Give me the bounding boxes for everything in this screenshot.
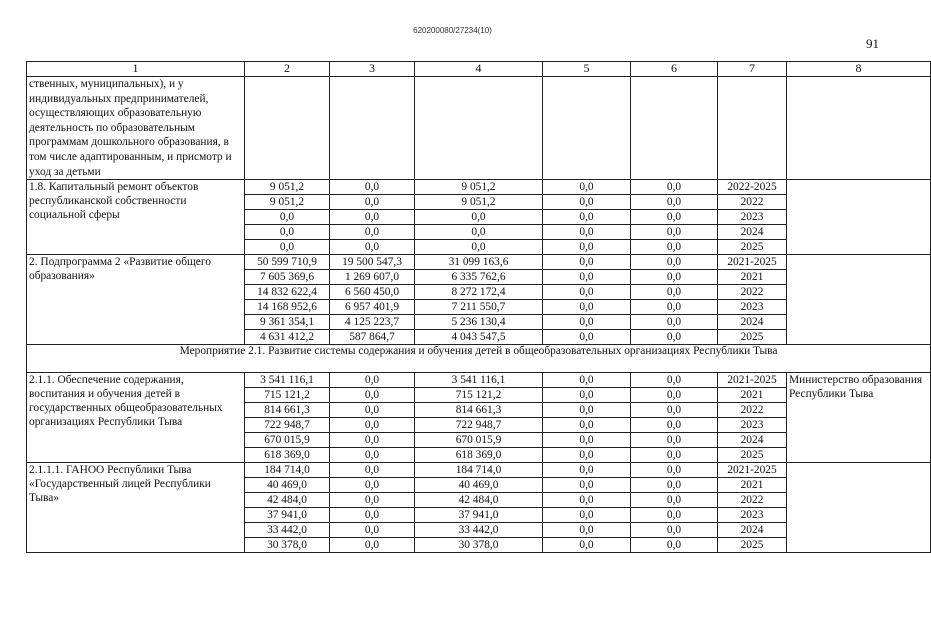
period-cell: 2025 [718,330,787,345]
amount-cell: 0,0 [543,225,631,240]
amount-cell: 0,0 [330,373,415,388]
amount-cell: 0,0 [631,255,718,270]
continuation-row [27,77,931,180]
amount-cell: 0,0 [631,493,718,508]
amount-cell: 715 121,2 [415,388,543,403]
amount-cell: 0,0 [631,433,718,448]
amount-cell: 715 121,2 [245,388,330,403]
amount-cell: 5 236 130,4 [415,315,543,330]
amount-cell: 9 361 354,1 [245,315,330,330]
amount-cell: 0,0 [631,225,718,240]
amount-cell: 0,0 [543,195,631,210]
amount-cell: 0,0 [543,373,631,388]
period-cell: 2023 [718,300,787,315]
period-cell: 2023 [718,508,787,523]
amount-cell: 9 051,2 [245,180,330,195]
column-header: 2 [245,62,330,77]
period-cell: 2024 [718,225,787,240]
amount-cell: 0,0 [543,285,631,300]
amount-cell: 4 631 412,2 [245,330,330,345]
amount-cell: 0,0 [330,538,415,553]
budget-table [26,61,931,553]
amount-cell: 0,0 [330,225,415,240]
amount-cell: 0,0 [330,463,415,478]
amount-cell: 9 051,2 [415,195,543,210]
period-cell: 2023 [718,418,787,433]
executor-cell [787,463,931,553]
amount-cell: 7 211 550,7 [415,300,543,315]
period-cell: 2021 [718,270,787,285]
amount-cell: 0,0 [543,210,631,225]
amount-cell: 0,0 [631,315,718,330]
period-cell: 2024 [718,523,787,538]
amount-cell: 9 051,2 [415,180,543,195]
period-cell: 2021-2025 [718,373,787,388]
event-heading-row [27,345,931,373]
amount-cell: 0,0 [631,373,718,388]
amount-cell: 0,0 [543,493,631,508]
amount-cell: 4 125 223,7 [330,315,415,330]
amount-cell: 0,0 [543,418,631,433]
amount-cell: 0,0 [330,493,415,508]
amount-cell: 0,0 [330,240,415,255]
amount-cell: 31 099 163,6 [415,255,543,270]
amount-cell: 0,0 [631,285,718,300]
amount-cell: 0,0 [543,330,631,345]
amount-cell: 14 832 622,4 [245,285,330,300]
amount-cell: 722 948,7 [415,418,543,433]
column-header: 3 [330,62,415,77]
amount-cell: 0,0 [330,180,415,195]
amount-cell: 0,0 [543,315,631,330]
amount-cell: 0,0 [330,418,415,433]
amount-cell: 37 941,0 [245,508,330,523]
amount-cell: 0,0 [631,508,718,523]
item-name: 1.8. Капитальный ремонт объектов республиканской собственности социальной сферы [27,180,245,255]
amount-cell: 0,0 [631,463,718,478]
period-cell: 2022 [718,285,787,300]
amount-cell: 0,0 [543,478,631,493]
amount-cell: 0,0 [543,508,631,523]
amount-cell: 0,0 [330,403,415,418]
amount-cell: 670 015,9 [415,433,543,448]
period-cell: 2022 [718,195,787,210]
amount-cell: 0,0 [631,448,718,463]
amount-cell: 0,0 [330,433,415,448]
table-row [27,180,931,195]
period-cell: 2021 [718,388,787,403]
amount-cell: 37 941,0 [415,508,543,523]
amount-cell: 618 369,0 [415,448,543,463]
amount-cell: 0,0 [631,538,718,553]
amount-cell: 0,0 [543,523,631,538]
period-cell: 2021-2025 [718,463,787,478]
amount-cell: 0,0 [631,300,718,315]
amount-cell: 0,0 [330,478,415,493]
amount-cell: 0,0 [543,403,631,418]
event-heading: Мероприятие 2.1. Развитие системы содержания и обучения детей в общеобразовательных организациях Республики Тыва [27,345,931,373]
amount-cell: 0,0 [415,225,543,240]
amount-cell: 587 864,7 [330,330,415,345]
period-cell: 2021-2025 [718,255,787,270]
amount-cell: 50 599 710,9 [245,255,330,270]
column-header: 8 [787,62,931,77]
amount-cell: 0,0 [330,195,415,210]
amount-cell: 33 442,0 [415,523,543,538]
amount-cell: 618 369,0 [245,448,330,463]
document-code: 620200080/27234(10) [413,26,492,35]
amount-cell: 33 442,0 [245,523,330,538]
amount-cell: 0,0 [631,195,718,210]
amount-cell: 0,0 [631,403,718,418]
amount-cell: 6 560 450,0 [330,285,415,300]
amount-cell: 3 541 116,1 [415,373,543,388]
executor-cell [787,180,931,255]
amount-cell: 670 015,9 [245,433,330,448]
amount-cell: 0,0 [543,240,631,255]
amount-cell: 3 541 116,1 [245,373,330,388]
amount-cell: 0,0 [415,210,543,225]
amount-cell: 0,0 [631,210,718,225]
amount-cell: 0,0 [631,180,718,195]
amount-cell: 0,0 [631,330,718,345]
period-cell: 2024 [718,315,787,330]
amount-cell: 0,0 [245,225,330,240]
table-row [27,373,931,388]
amount-cell: 4 043 547,5 [415,330,543,345]
column-header: 5 [543,62,631,77]
period-cell: 2023 [718,210,787,225]
amount-cell: 14 168 952,6 [245,300,330,315]
item-name: 2.1.1.1. ГАНОО Республики Тыва «Государственный лицей Республики Тыва» [27,463,245,553]
amount-cell: 19 500 547,3 [330,255,415,270]
period-cell: 2022 [718,403,787,418]
amount-cell: 0,0 [543,463,631,478]
column-header: 1 [27,62,245,77]
amount-cell: 0,0 [631,418,718,433]
column-header: 4 [415,62,543,77]
amount-cell: 814 661,3 [245,403,330,418]
amount-cell: 0,0 [245,210,330,225]
amount-cell: 722 948,7 [245,418,330,433]
column-header: 7 [718,62,787,77]
amount-cell: 1 269 607,0 [330,270,415,285]
amount-cell: 30 378,0 [415,538,543,553]
amount-cell: 0,0 [543,180,631,195]
period-cell: 2021 [718,478,787,493]
executor-cell [787,255,931,345]
item-name: 2. Подпрограмма 2 «Развитие общего образования» [27,255,245,345]
amount-cell: 30 378,0 [245,538,330,553]
amount-cell: 0,0 [330,210,415,225]
column-number-row [27,62,931,77]
amount-cell: 814 661,3 [415,403,543,418]
amount-cell: 0,0 [631,270,718,285]
amount-cell: 0,0 [543,538,631,553]
continuation-text: ственных, муниципальных), и у индивидуальных предпринимателей, осуществляющих образовательную деятельность по образовательным программам дошкольного образования, в том числе адаптированным, и присмотр и уход за детьми [27,77,245,180]
item-name: 2.1.1. Обеспечение содержания, воспитания и обучения детей в государственных общеобразовательных организациях Республики Тыва [27,373,245,463]
period-cell: 2024 [718,433,787,448]
amount-cell: 0,0 [631,478,718,493]
amount-cell: 184 714,0 [245,463,330,478]
period-cell: 2025 [718,240,787,255]
amount-cell: 0,0 [631,523,718,538]
amount-cell: 0,0 [330,448,415,463]
amount-cell: 0,0 [330,388,415,403]
executor-cell: Министерство образования Республики Тыва [787,373,931,463]
amount-cell: 0,0 [543,388,631,403]
amount-cell: 0,0 [631,240,718,255]
amount-cell: 42 484,0 [415,493,543,508]
amount-cell: 40 469,0 [245,478,330,493]
amount-cell: 0,0 [543,270,631,285]
amount-cell: 0,0 [543,255,631,270]
amount-cell: 0,0 [330,523,415,538]
amount-cell: 0,0 [543,448,631,463]
amount-cell: 0,0 [415,240,543,255]
amount-cell: 0,0 [631,388,718,403]
amount-cell: 184 714,0 [415,463,543,478]
table-row [27,463,931,478]
amount-cell: 7 605 369,6 [245,270,330,285]
amount-cell: 0,0 [245,240,330,255]
column-header: 6 [631,62,718,77]
amount-cell: 8 272 172,4 [415,285,543,300]
period-cell: 2025 [718,538,787,553]
amount-cell: 42 484,0 [245,493,330,508]
amount-cell: 0,0 [543,300,631,315]
amount-cell: 0,0 [330,508,415,523]
period-cell: 2025 [718,448,787,463]
period-cell: 2022-2025 [718,180,787,195]
amount-cell: 6 335 762,6 [415,270,543,285]
page-number: 91 [866,36,879,51]
amount-cell: 9 051,2 [245,195,330,210]
period-cell: 2022 [718,493,787,508]
amount-cell: 6 957 401,9 [330,300,415,315]
amount-cell: 0,0 [543,433,631,448]
amount-cell: 40 469,0 [415,478,543,493]
table-row [27,255,931,270]
